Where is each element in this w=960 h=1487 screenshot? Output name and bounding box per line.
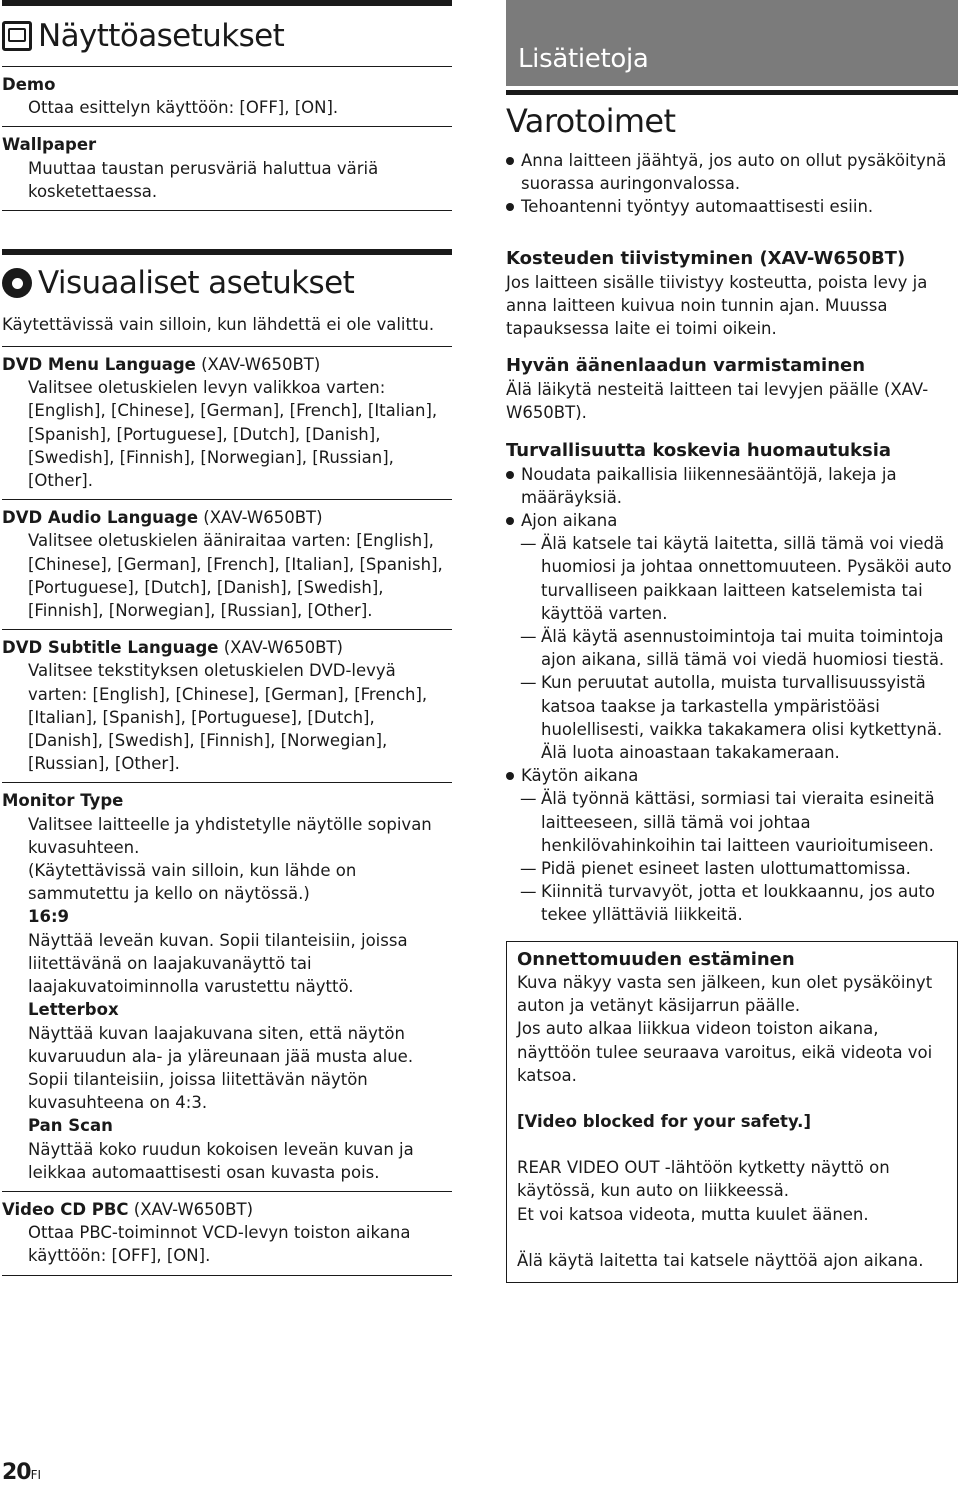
setting-monitor-type — [2, 783, 452, 1190]
setting-desc: Ottaa esittelyn käyttöön: [OFF], [ON]. — [28, 98, 339, 118]
left-column — [2, 0, 452, 1276]
setting-term: Video CD PBC — [2, 1199, 129, 1219]
setting-desc: Valitsee tekstityksen oletuskielen DVD-levyä varten: [English], [Chinese], [German], [French], [Italian], [Spanish], [Portuguese], [Dutch], [Danish], [Swedish], [Finnish], [Norwegian], [Russian], [Other]. — [28, 661, 428, 774]
bullet-item: Ajon aikana — [506, 509, 958, 532]
safety-heading: Turvallisuutta koskevia huomautuksia — [506, 439, 892, 461]
chapter-banner: Lisätietoja — [506, 0, 958, 86]
option-desc: Näyttää koko ruudun kokoisen leveän kuvan ja leikkaa automaattisesti osan kuvasta pois. — [28, 1139, 414, 1182]
dash-item: — Kiinnitä turvavyöt, jotta et loukkaannu, jos auto tekee yllättäviä liikkeitä. — [506, 880, 958, 926]
setting-term: Monitor Type — [2, 791, 124, 811]
option-label: Pan Scan — [28, 1116, 113, 1136]
setting-desc: Muuttaa taustan perusväriä haluttua väriä kosketettaessa. — [28, 158, 379, 201]
precautions-title: Varotoimet — [506, 102, 676, 140]
box-paragraph: Älä käytä laitetta tai katsele näyttöä ajon aikana. — [517, 1250, 924, 1270]
visual-settings-title: Visuaaliset asetukset — [38, 265, 355, 302]
option-desc: Näyttää kuvan laajakuvana siten, että näytön kuvaruudun ala- ja yläreunaan jää musta alue. Sopii tilanteisiin, joissa liitettävän näytön kuvasuhteena on 4:3. — [28, 1023, 414, 1113]
setting-model: (XAV-W650BT) — [198, 508, 323, 528]
warning-message: [Video blocked for your safety.] — [517, 1111, 811, 1131]
setting-model: (XAV-W650BT) — [218, 638, 343, 658]
dash-item: — Älä katsele tai käytä laitetta, sillä tämä voi viedä huomiosi ja johtaa onnettomuuteen. Pysäköi auto turvalliseen paikkaan laitteen katselemista tai käyttöä varten. — [506, 532, 958, 625]
condensation-heading: Kosteuden tiivistyminen (XAV-W650BT) — [506, 247, 906, 269]
setting-dvd-audio-language — [2, 500, 452, 629]
dash-item: — Älä työnnä kättäsi, sormiasi tai vieraita esineitä laitteeseen, sillä tämä voi johtaa henkilövahinkoihin tai laitteen vaurioitumiseen. — [506, 787, 958, 857]
dash-item: — Älä käytä asennustoimintoja tai muita toimintoja ajon aikana, sillä tämä voi viedä huomiosi tiestä. — [506, 625, 958, 671]
box-paragraph: REAR VIDEO OUT -lähtöön kytketty näyttö on käytössä, kun auto on liikkeessä. — [517, 1158, 890, 1201]
bullet-item: Noudata paikallisia liikennesääntöjä, lakeja ja määräyksiä. — [506, 463, 958, 509]
condensation-body: Jos laitteen sisälle tiivistyy kosteutta, poista levy ja anna laitteen kuivua noin tunnin ajan. Muussa tapauksessa laite ei toimi oikein. — [506, 272, 928, 339]
setting-term: DVD Menu Language — [2, 355, 196, 375]
right-column — [506, 0, 958, 1283]
setting-term: Wallpaper — [2, 135, 97, 155]
option-desc: Näyttää leveän kuvan. Sopii tilanteisiin, joissa liitettävänä on laajakuvanäyttö tai laajakuvatoiminnolla varustettu näyttö. — [28, 930, 408, 997]
setting-video-cd-pbc — [2, 1192, 452, 1275]
setting-dvd-menu-language — [2, 347, 452, 499]
setting-model: (XAV-W650BT) — [195, 355, 321, 375]
box-paragraph: Kuva näkyy vasta sen jälkeen, kun olet pysäköinyt auton ja vetänyt käsijarrun päälle. — [517, 972, 933, 1016]
box-paragraph: Et voi katsoa videota, mutta kuulet äänen. — [517, 1204, 869, 1224]
option-label: 16:9 — [28, 907, 70, 927]
box-heading: Onnettomuuden estäminen — [517, 948, 795, 970]
visual-settings-note: Käytettävissä vain silloin, kun lähdettä ei ole valittu. — [2, 315, 435, 335]
display-settings-icon — [2, 21, 32, 51]
accident-prevention-box — [506, 941, 958, 1283]
setting-desc: Valitsee oletuskielen levyn valikkoa varten: [English], [Chinese], [German], [French], [Italian], [Spanish], [Portuguese], [Dutch], [Danish], [Swedish], [Finnish], [Norwegian], [Russian], [Other]. — [28, 378, 438, 491]
sound-body: Älä läikytä nesteitä laitteen tai levyjen päälle (XAV-W650BT). — [506, 380, 929, 423]
setting-term: DVD Subtitle Language — [2, 638, 219, 658]
sound-heading: Hyvän äänenlaadun varmistaminen — [506, 355, 866, 377]
setting-desc: Valitsee oletuskielen ääniraitaa varten: [English], [Chinese], [German], [French], [Italian], [Spanish], [Portuguese], [Dutch], [Danish], [Swedish], [Finnish], [Norwegian], [Russian], [Other]. — [28, 531, 443, 621]
setting-availability: (Käytettävissä vain silloin, kun lähde on sammutettu ja kello on näytössä.) — [28, 861, 357, 904]
page-number — [2, 1460, 41, 1485]
bullet-item: Käytön aikana — [506, 764, 958, 787]
setting-term: Demo — [2, 75, 56, 94]
setting-demo — [2, 67, 452, 126]
box-paragraph: Jos auto alkaa liikkua videon toiston aikana, näyttöön tulee seuraava varoitus, eikä videota voi katsoa. — [517, 1019, 933, 1085]
visual-settings-heading — [2, 255, 452, 313]
page-language: FI — [30, 1468, 42, 1482]
setting-wallpaper — [2, 127, 452, 210]
page-number-value: 20 — [2, 1460, 31, 1485]
setting-model: (XAV-W650BT) — [128, 1199, 254, 1219]
setting-desc: Ottaa PBC-toiminnot VCD-levyn toiston aikana käyttöön: [OFF], [ON]. — [28, 1223, 411, 1266]
bullet-item: Anna laitteen jäähtyä, jos auto on ollut pysäköitynä suorassa auringonvalossa. — [506, 149, 958, 195]
display-settings-heading — [2, 6, 452, 66]
display-settings-title: Näyttöasetukset — [38, 18, 285, 54]
dash-item: — Pidä pienet esineet lasten ulottumattomissa. — [506, 857, 958, 880]
setting-term: DVD Audio Language — [2, 508, 199, 528]
setting-desc: Valitsee laitteelle ja yhdistetylle näytölle sopivan kuvasuhteen. — [28, 814, 432, 857]
visual-settings-icon — [2, 268, 32, 298]
setting-dvd-subtitle-language — [2, 630, 452, 782]
bullet-item: Tehoantenni työntyy automaattisesti esiin. — [506, 195, 958, 218]
option-label: Letterbox — [28, 1000, 119, 1020]
dash-item: — Kun peruutat autolla, muista turvallisuussyistä katsoa taakse ja tarkastella ympäristöäsi huolellisesti, vaikka takakamera olisi kytkettynä. Älä luota ainoastaan takakameraan. — [506, 671, 958, 764]
